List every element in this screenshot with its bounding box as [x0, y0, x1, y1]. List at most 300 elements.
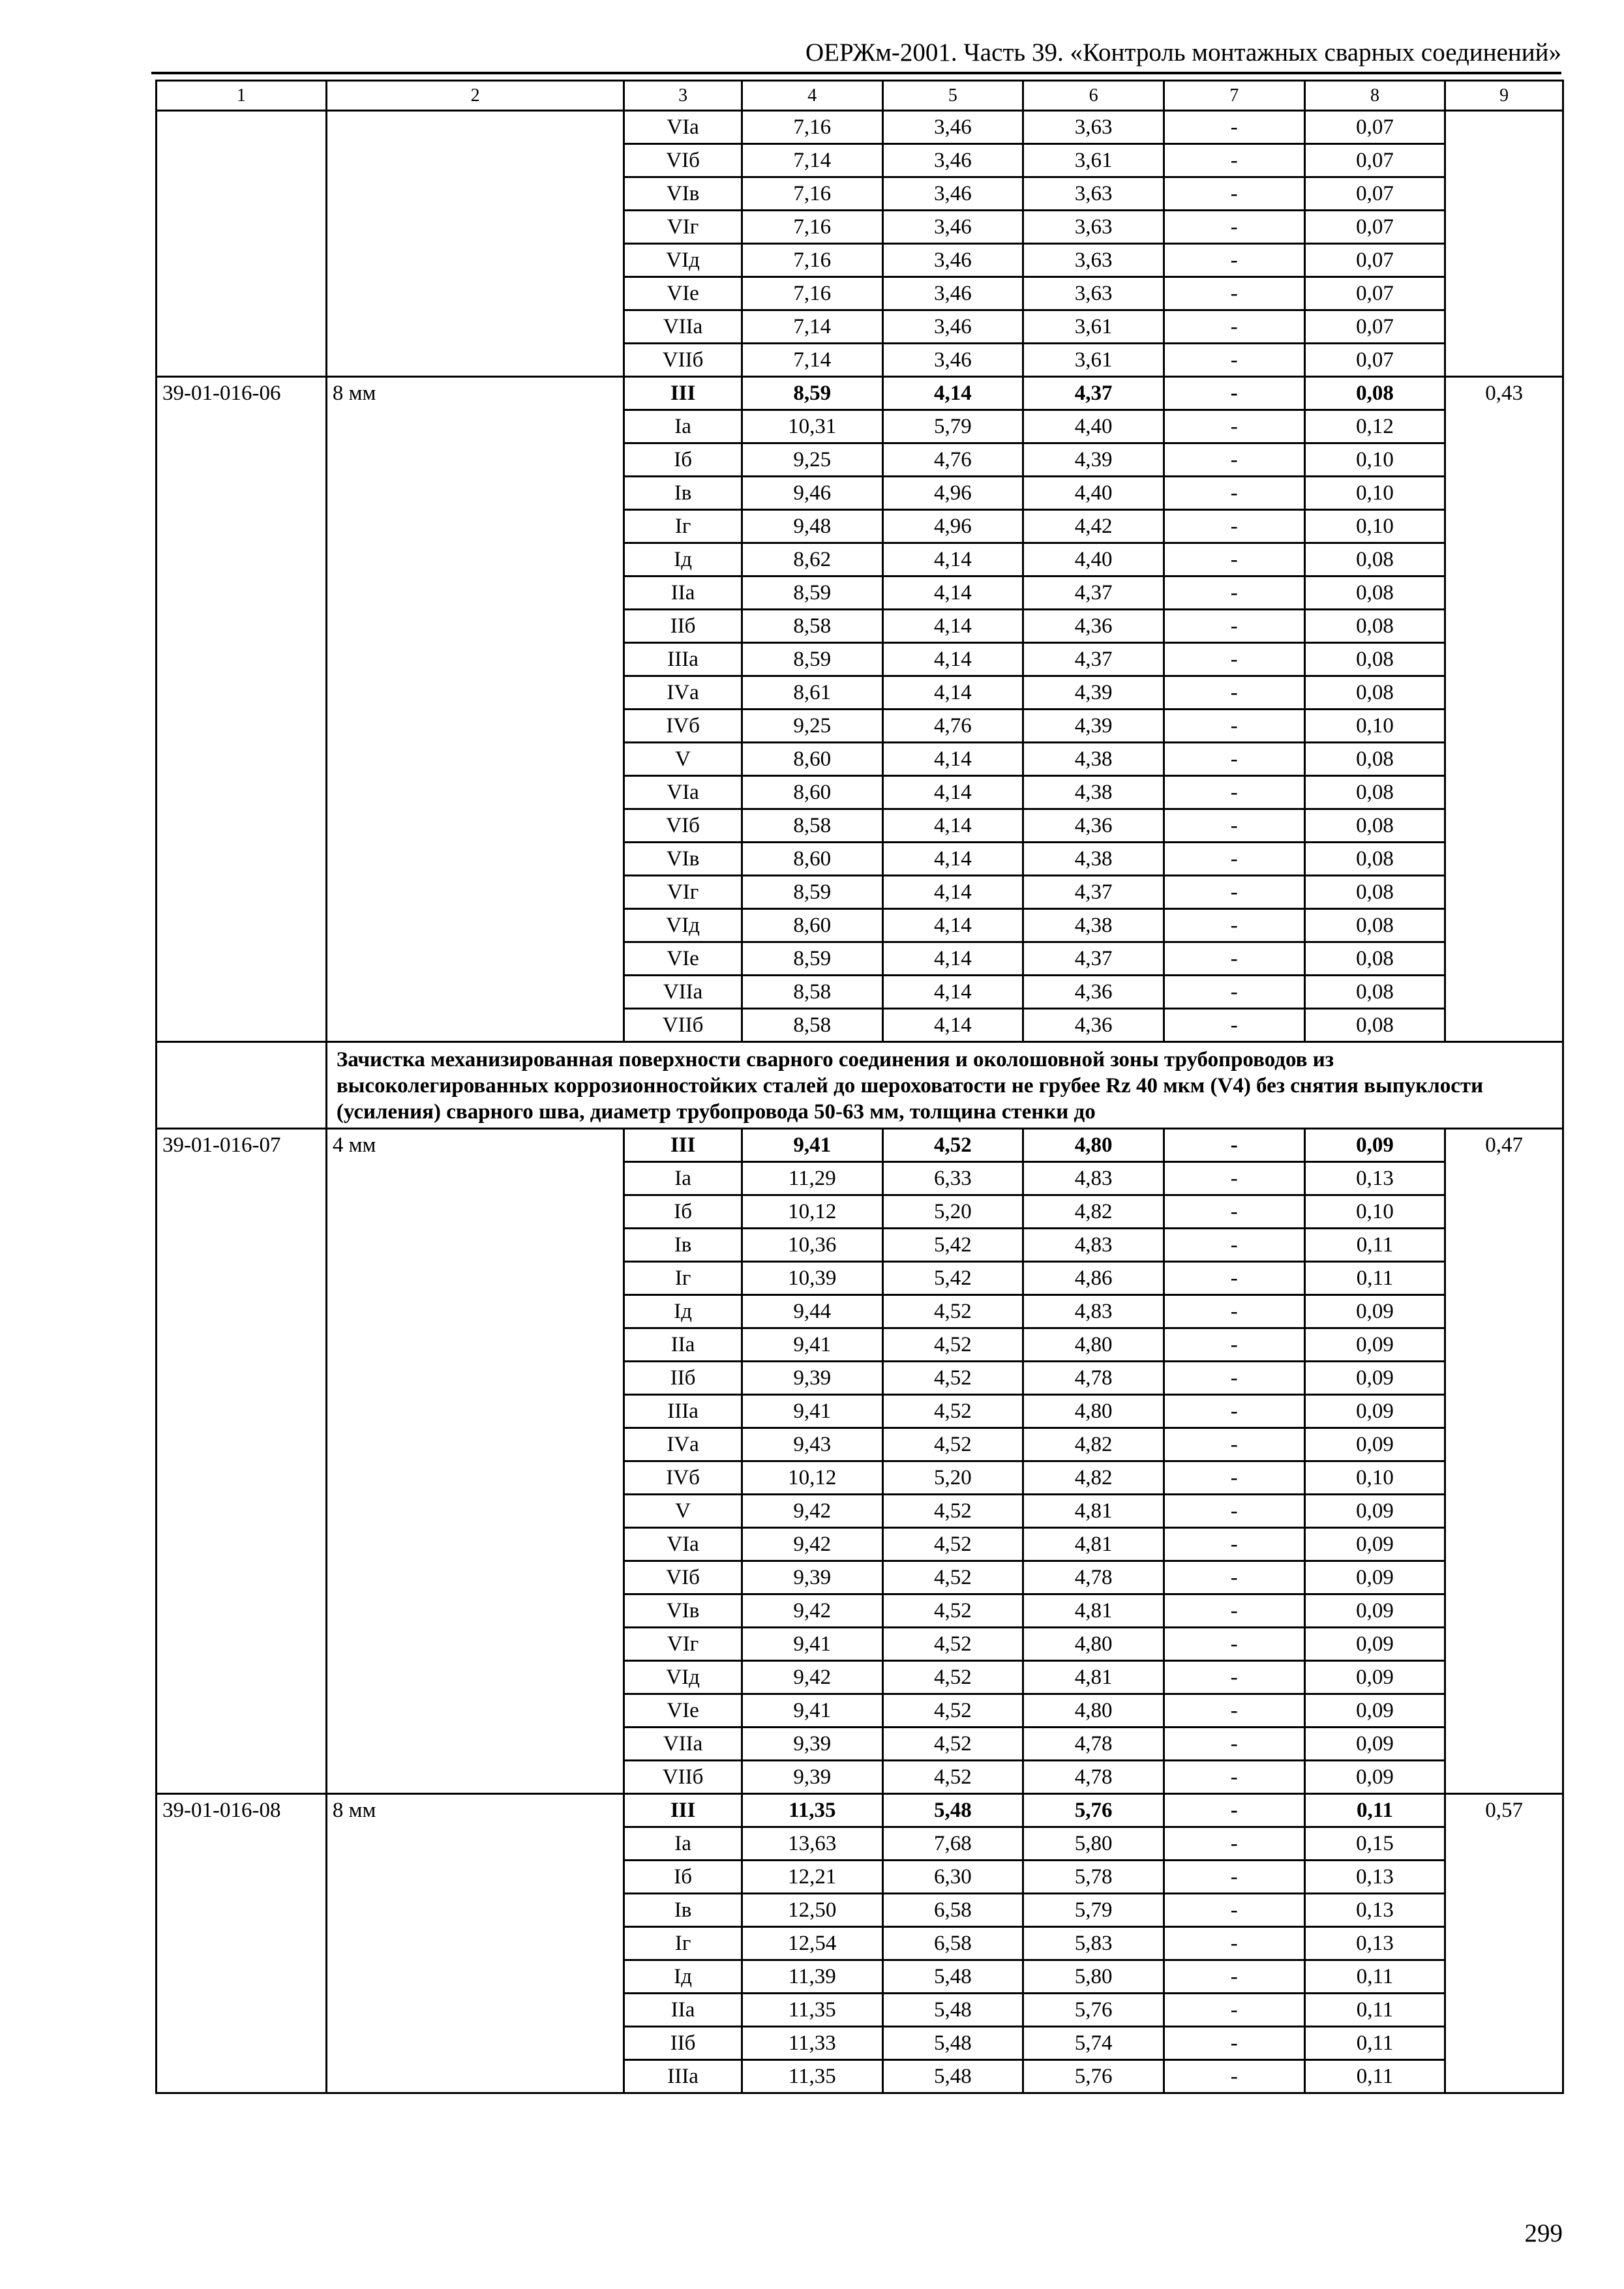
zone-code: VIа	[624, 111, 742, 144]
header-divider	[151, 72, 1561, 74]
total-cost: 8,59	[742, 942, 882, 976]
column-number-row	[157, 81, 1563, 111]
total-cost: 8,59	[742, 643, 882, 676]
zone-code: VIв	[624, 843, 742, 876]
machinist-wages: -	[1164, 211, 1304, 244]
wall-thickness: 8 мм	[326, 377, 624, 1042]
machines: 4,40	[1023, 410, 1164, 443]
materials: 0,09	[1304, 1428, 1445, 1461]
machines: 4,81	[1023, 1661, 1164, 1694]
machinist-wages: -	[1164, 1628, 1304, 1661]
materials: 0,08	[1304, 809, 1445, 843]
total-cost: 9,42	[742, 1528, 882, 1561]
wages: 4,52	[882, 1761, 1023, 1794]
zone-code: Iа	[624, 1162, 742, 1195]
materials: 0,11	[1304, 2027, 1445, 2060]
machines: 3,63	[1023, 211, 1164, 244]
total-cost: 7,14	[742, 310, 882, 344]
zone-code: VIг	[624, 1628, 742, 1661]
zone-code: VIв	[624, 1594, 742, 1628]
zone-code: VIд	[624, 244, 742, 277]
wages: 4,14	[882, 909, 1023, 942]
total-cost: 10,39	[742, 1262, 882, 1295]
total-cost: 9,39	[742, 1728, 882, 1761]
machines: 4,83	[1023, 1229, 1164, 1262]
machines: 5,78	[1023, 1861, 1164, 1894]
total-cost: 9,25	[742, 710, 882, 743]
column-number: 2	[326, 81, 624, 111]
wages: 5,48	[882, 1994, 1023, 2027]
machinist-wages: -	[1164, 1495, 1304, 1528]
machinist-wages: -	[1164, 1195, 1304, 1229]
total-cost: 9,43	[742, 1428, 882, 1461]
machines: 4,82	[1023, 1428, 1164, 1461]
zone-code: Iв	[624, 1894, 742, 1927]
materials: 0,10	[1304, 477, 1445, 510]
machinist-wages: -	[1164, 1129, 1304, 1162]
total-cost: 7,16	[742, 211, 882, 244]
materials: 0,08	[1304, 776, 1445, 809]
total-cost: 11,35	[742, 2060, 882, 2093]
zone-code: VIе	[624, 277, 742, 310]
materials: 0,09	[1304, 1362, 1445, 1395]
total-cost: 9,44	[742, 1295, 882, 1328]
materials: 0,09	[1304, 1761, 1445, 1794]
zone-code: IVб	[624, 710, 742, 743]
machines: 5,79	[1023, 1894, 1164, 1927]
materials: 0,13	[1304, 1162, 1445, 1195]
total-cost: 7,16	[742, 244, 882, 277]
machinist-wages: -	[1164, 776, 1304, 809]
machines: 4,78	[1023, 1561, 1164, 1594]
zone-code: VIIа	[624, 310, 742, 344]
labor-cost	[1445, 111, 1563, 377]
machines: 3,63	[1023, 277, 1164, 310]
total-cost: 11,35	[742, 1994, 882, 2027]
wages: 5,20	[882, 1461, 1023, 1495]
wages: 3,46	[882, 244, 1023, 277]
machinist-wages: -	[1164, 344, 1304, 377]
total-cost: 13,63	[742, 1827, 882, 1861]
machinist-wages: -	[1164, 1827, 1304, 1861]
machines: 4,82	[1023, 1195, 1164, 1229]
section-spacer	[157, 1042, 327, 1129]
total-cost: 11,39	[742, 1960, 882, 1994]
wages: 5,42	[882, 1262, 1023, 1295]
zone-code: VIе	[624, 1694, 742, 1728]
wages: 4,14	[882, 743, 1023, 776]
zone-code: Iг	[624, 510, 742, 543]
machines: 5,80	[1023, 1827, 1164, 1861]
materials: 0,09	[1304, 1694, 1445, 1728]
machinist-wages: -	[1164, 1009, 1304, 1042]
materials: 0,07	[1304, 177, 1445, 211]
labor-cost: 0,47	[1445, 1129, 1563, 1794]
wages: 4,52	[882, 1129, 1023, 1162]
zone-code: Iб	[624, 443, 742, 477]
zone-code: Iг	[624, 1927, 742, 1960]
materials: 0,09	[1304, 1295, 1445, 1328]
total-cost: 9,39	[742, 1362, 882, 1395]
zone-code: V	[624, 743, 742, 776]
machinist-wages: -	[1164, 710, 1304, 743]
total-cost: 10,12	[742, 1461, 882, 1495]
zone-code: Iд	[624, 543, 742, 576]
materials: 0,09	[1304, 1495, 1445, 1528]
machines: 4,40	[1023, 543, 1164, 576]
column-number: 9	[1445, 81, 1563, 111]
zone-code: Iб	[624, 1861, 742, 1894]
wages: 4,52	[882, 1728, 1023, 1761]
materials: 0,11	[1304, 1794, 1445, 1827]
wages: 6,30	[882, 1861, 1023, 1894]
machinist-wages: -	[1164, 1362, 1304, 1395]
total-cost: 9,48	[742, 510, 882, 543]
machines: 4,36	[1023, 610, 1164, 643]
wages: 7,68	[882, 1827, 1023, 1861]
machinist-wages: -	[1164, 1428, 1304, 1461]
wages: 3,46	[882, 277, 1023, 310]
column-number: 4	[742, 81, 882, 111]
rate-code: 39-01-016-08	[157, 1794, 327, 2093]
machinist-wages: -	[1164, 843, 1304, 876]
wages: 3,46	[882, 310, 1023, 344]
zone-code: V	[624, 1495, 742, 1528]
machines: 4,80	[1023, 1628, 1164, 1661]
wages: 4,52	[882, 1328, 1023, 1362]
table-row	[157, 377, 1563, 410]
wages: 3,46	[882, 344, 1023, 377]
machinist-wages: -	[1164, 144, 1304, 177]
zone-code: III	[624, 1129, 742, 1162]
machinist-wages: -	[1164, 809, 1304, 843]
wall-thickness	[326, 111, 624, 377]
total-cost: 10,31	[742, 410, 882, 443]
machinist-wages: -	[1164, 244, 1304, 277]
machines: 4,42	[1023, 510, 1164, 543]
machinist-wages: -	[1164, 510, 1304, 543]
machinist-wages: -	[1164, 2027, 1304, 2060]
wages: 5,20	[882, 1195, 1023, 1229]
materials: 0,08	[1304, 843, 1445, 876]
machines: 5,80	[1023, 1960, 1164, 1994]
rate-code: 39-01-016-07	[157, 1129, 327, 1794]
materials: 0,08	[1304, 743, 1445, 776]
rate-code: 39-01-016-06	[157, 377, 327, 1042]
zone-code: IIа	[624, 1328, 742, 1362]
machinist-wages: -	[1164, 676, 1304, 710]
materials: 0,08	[1304, 576, 1445, 610]
machines: 4,81	[1023, 1594, 1164, 1628]
machinist-wages: -	[1164, 1295, 1304, 1328]
zone-code: VIг	[624, 211, 742, 244]
total-cost: 9,41	[742, 1328, 882, 1362]
machines: 4,37	[1023, 377, 1164, 410]
machinist-wages: -	[1164, 576, 1304, 610]
machines: 5,76	[1023, 2060, 1164, 2093]
materials: 0,11	[1304, 1262, 1445, 1295]
materials: 0,08	[1304, 1009, 1445, 1042]
wages: 4,52	[882, 1495, 1023, 1528]
materials: 0,09	[1304, 1594, 1445, 1628]
machines: 5,74	[1023, 2027, 1164, 2060]
materials: 0,09	[1304, 1528, 1445, 1561]
materials: 0,07	[1304, 344, 1445, 377]
zone-code: VIв	[624, 177, 742, 211]
total-cost: 9,41	[742, 1628, 882, 1661]
total-cost: 8,61	[742, 676, 882, 710]
machinist-wages: -	[1164, 177, 1304, 211]
labor-cost: 0,57	[1445, 1794, 1563, 2093]
total-cost: 8,59	[742, 377, 882, 410]
machinist-wages: -	[1164, 1927, 1304, 1960]
materials: 0,09	[1304, 1129, 1445, 1162]
zone-code: Iа	[624, 410, 742, 443]
machinist-wages: -	[1164, 1994, 1304, 2027]
machinist-wages: -	[1164, 277, 1304, 310]
materials: 0,12	[1304, 410, 1445, 443]
zone-code: VIд	[624, 909, 742, 942]
materials: 0,08	[1304, 876, 1445, 909]
total-cost: 9,25	[742, 443, 882, 477]
materials: 0,07	[1304, 211, 1445, 244]
zone-code: Iг	[624, 1262, 742, 1295]
total-cost: 8,59	[742, 576, 882, 610]
table-row	[157, 111, 1563, 144]
materials: 0,11	[1304, 1229, 1445, 1262]
materials: 0,10	[1304, 710, 1445, 743]
machines: 3,63	[1023, 111, 1164, 144]
machines: 4,39	[1023, 443, 1164, 477]
machinist-wages: -	[1164, 1594, 1304, 1628]
wages: 3,46	[882, 177, 1023, 211]
table-body	[157, 81, 1563, 2093]
wages: 6,58	[882, 1894, 1023, 1927]
machines: 4,81	[1023, 1528, 1164, 1561]
materials: 0,07	[1304, 277, 1445, 310]
total-cost: 11,33	[742, 2027, 882, 2060]
page-number: 299	[1524, 2219, 1563, 2247]
zone-code: Iв	[624, 477, 742, 510]
wages: 4,52	[882, 1395, 1023, 1428]
wages: 4,52	[882, 1561, 1023, 1594]
column-number: 8	[1304, 81, 1445, 111]
machines: 4,78	[1023, 1362, 1164, 1395]
wages: 4,76	[882, 443, 1023, 477]
total-cost: 9,46	[742, 477, 882, 510]
machines: 4,37	[1023, 643, 1164, 676]
total-cost: 9,42	[742, 1594, 882, 1628]
machinist-wages: -	[1164, 976, 1304, 1009]
machinist-wages: -	[1164, 876, 1304, 909]
wall-thickness: 8 мм	[326, 1794, 624, 2093]
machinist-wages: -	[1164, 111, 1304, 144]
total-cost: 10,36	[742, 1229, 882, 1262]
zone-code: IIб	[624, 2027, 742, 2060]
zone-code: Iа	[624, 1827, 742, 1861]
materials: 0,10	[1304, 1461, 1445, 1495]
wages: 4,96	[882, 510, 1023, 543]
materials: 0,07	[1304, 111, 1445, 144]
total-cost: 8,60	[742, 776, 882, 809]
machinist-wages: -	[1164, 443, 1304, 477]
zone-code: VIд	[624, 1661, 742, 1694]
machinist-wages: -	[1164, 2060, 1304, 2093]
materials: 0,13	[1304, 1861, 1445, 1894]
zone-code: IVа	[624, 676, 742, 710]
wages: 4,14	[882, 543, 1023, 576]
machinist-wages: -	[1164, 1528, 1304, 1561]
zone-code: III	[624, 1794, 742, 1827]
wages: 5,48	[882, 1960, 1023, 1994]
materials: 0,08	[1304, 942, 1445, 976]
wages: 6,33	[882, 1162, 1023, 1195]
machinist-wages: -	[1164, 310, 1304, 344]
machinist-wages: -	[1164, 1328, 1304, 1362]
wages: 6,58	[882, 1927, 1023, 1960]
zone-code: VIе	[624, 942, 742, 976]
zone-code: VIIб	[624, 344, 742, 377]
total-cost: 11,29	[742, 1162, 882, 1195]
total-cost: 9,39	[742, 1561, 882, 1594]
materials: 0,11	[1304, 1960, 1445, 1994]
machines: 4,38	[1023, 843, 1164, 876]
wages: 4,14	[882, 610, 1023, 643]
zone-code: VIIб	[624, 1009, 742, 1042]
total-cost: 8,60	[742, 909, 882, 942]
total-cost: 9,42	[742, 1495, 882, 1528]
total-cost: 7,16	[742, 277, 882, 310]
wages: 4,76	[882, 710, 1023, 743]
wall-thickness: 4 мм	[326, 1129, 624, 1794]
materials: 0,09	[1304, 1728, 1445, 1761]
total-cost: 8,58	[742, 1009, 882, 1042]
total-cost: 8,58	[742, 976, 882, 1009]
materials: 0,13	[1304, 1927, 1445, 1960]
materials: 0,07	[1304, 310, 1445, 344]
total-cost: 7,16	[742, 111, 882, 144]
wages: 4,14	[882, 843, 1023, 876]
materials: 0,13	[1304, 1894, 1445, 1927]
machinist-wages: -	[1164, 1561, 1304, 1594]
machinist-wages: -	[1164, 1960, 1304, 1994]
wages: 4,14	[882, 377, 1023, 410]
column-number: 6	[1023, 81, 1164, 111]
machines: 5,76	[1023, 1994, 1164, 2027]
total-cost: 9,41	[742, 1694, 882, 1728]
materials: 0,08	[1304, 909, 1445, 942]
total-cost: 12,50	[742, 1894, 882, 1927]
total-cost: 9,42	[742, 1661, 882, 1694]
wages: 4,52	[882, 1628, 1023, 1661]
machinist-wages: -	[1164, 942, 1304, 976]
materials: 0,07	[1304, 244, 1445, 277]
machines: 4,80	[1023, 1328, 1164, 1362]
zone-code: VIг	[624, 876, 742, 909]
machinist-wages: -	[1164, 1162, 1304, 1195]
total-cost: 11,35	[742, 1794, 882, 1827]
machinist-wages: -	[1164, 610, 1304, 643]
machines: 4,86	[1023, 1262, 1164, 1295]
machines: 3,63	[1023, 177, 1164, 211]
machinist-wages: -	[1164, 377, 1304, 410]
rates-table	[155, 80, 1564, 2094]
wages: 5,48	[882, 1794, 1023, 1827]
machines: 4,37	[1023, 576, 1164, 610]
wages: 4,14	[882, 809, 1023, 843]
total-cost: 10,12	[742, 1195, 882, 1229]
machinist-wages: -	[1164, 743, 1304, 776]
wages: 5,42	[882, 1229, 1023, 1262]
wages: 4,14	[882, 976, 1023, 1009]
zone-code: IIа	[624, 576, 742, 610]
machines: 4,36	[1023, 809, 1164, 843]
machinist-wages: -	[1164, 1794, 1304, 1827]
total-cost: 12,21	[742, 1861, 882, 1894]
machines: 4,80	[1023, 1694, 1164, 1728]
wages: 4,96	[882, 477, 1023, 510]
machinist-wages: -	[1164, 1461, 1304, 1495]
machines: 4,80	[1023, 1129, 1164, 1162]
zone-code: IIIа	[624, 643, 742, 676]
wages: 4,52	[882, 1661, 1023, 1694]
materials: 0,08	[1304, 676, 1445, 710]
zone-code: IVб	[624, 1461, 742, 1495]
materials: 0,08	[1304, 543, 1445, 576]
total-cost: 9,41	[742, 1395, 882, 1428]
wages: 4,52	[882, 1428, 1023, 1461]
total-cost: 8,60	[742, 843, 882, 876]
materials: 0,09	[1304, 1328, 1445, 1362]
machinist-wages: -	[1164, 1728, 1304, 1761]
materials: 0,08	[1304, 377, 1445, 410]
machines: 4,37	[1023, 942, 1164, 976]
machinist-wages: -	[1164, 1395, 1304, 1428]
zone-code: VIа	[624, 1528, 742, 1561]
zone-code: Iб	[624, 1195, 742, 1229]
machines: 5,83	[1023, 1927, 1164, 1960]
machinist-wages: -	[1164, 1861, 1304, 1894]
machines: 4,38	[1023, 743, 1164, 776]
machines: 4,40	[1023, 477, 1164, 510]
machinist-wages: -	[1164, 1262, 1304, 1295]
total-cost: 8,62	[742, 543, 882, 576]
machines: 4,81	[1023, 1495, 1164, 1528]
machinist-wages: -	[1164, 1694, 1304, 1728]
materials: 0,09	[1304, 1661, 1445, 1694]
table-row	[157, 1794, 1563, 1827]
materials: 0,08	[1304, 976, 1445, 1009]
zone-code: Iд	[624, 1295, 742, 1328]
machines: 3,61	[1023, 310, 1164, 344]
machinist-wages: -	[1164, 1894, 1304, 1927]
column-number: 5	[882, 81, 1023, 111]
total-cost: 9,41	[742, 1129, 882, 1162]
machines: 4,36	[1023, 1009, 1164, 1042]
zone-code: IIб	[624, 610, 742, 643]
wages: 4,52	[882, 1295, 1023, 1328]
machinist-wages: -	[1164, 543, 1304, 576]
materials: 0,09	[1304, 1561, 1445, 1594]
zone-code: IIа	[624, 1994, 742, 2027]
zone-code: IIIа	[624, 2060, 742, 2093]
table-row	[157, 1129, 1563, 1162]
machines: 4,83	[1023, 1295, 1164, 1328]
materials: 0,08	[1304, 610, 1445, 643]
column-number: 1	[157, 81, 327, 111]
total-cost: 8,58	[742, 809, 882, 843]
total-cost: 8,59	[742, 876, 882, 909]
